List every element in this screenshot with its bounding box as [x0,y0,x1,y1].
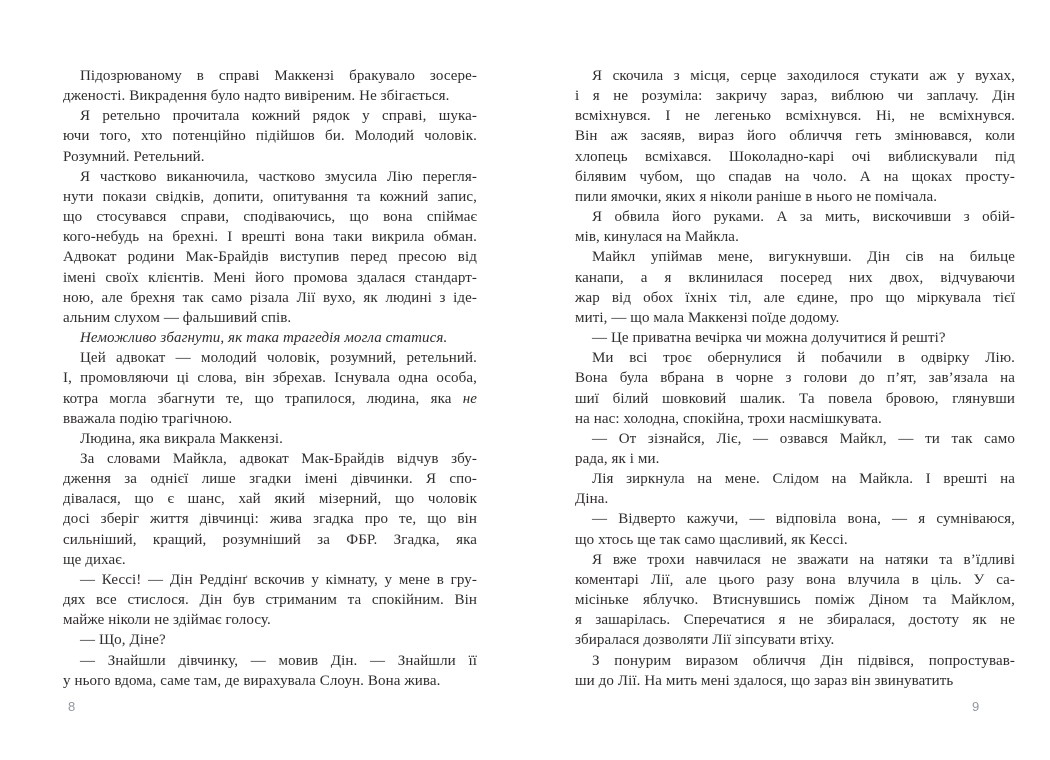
text-segment: — Що, Діне? [80,632,166,649]
text-line [575,509,1015,529]
text-segment: ючи того, хто потенційно підійшов би. Молодий чоловік. [63,128,477,145]
text-line [575,66,1015,86]
text-line [575,308,1015,328]
text-line [63,106,477,126]
text-line [575,126,1015,146]
text-line [63,147,477,167]
text-line [63,429,477,449]
text-line [575,651,1015,671]
text-segment: Він аж засяяв, вираз його обличчя геть змінювався, коли [575,128,1015,145]
text-line [575,348,1015,368]
text-line [575,86,1015,106]
text-line [63,630,477,650]
text-segment: я зашарілась. Сперечатися я не збиралася, достоту як не [575,612,1015,629]
text-segment: у нього вдома, саме там, де вирахувала Слоун. Вона жива. [63,672,441,689]
left-page-text [63,66,477,691]
text-segment: — Відверто кажучи, — відповіла вона, — я сумніваюся, [592,511,1015,528]
text-line [63,247,477,267]
text-segment: — Знайшли дівчинку, — мовив Дін. — Знайшли її [80,652,477,669]
text-segment: і я не розуміла: закричу зараз, виблюю чи заплачу. Дін [575,88,1015,105]
text-segment: Розумний. Ретельний. [63,148,205,165]
text-line [63,570,477,590]
text-segment: вважала подію трагічною. [63,410,233,427]
text-segment: Я скочила з місця, серце заходилося стукати аж у вухах, [592,68,1015,84]
text-line [63,368,477,388]
left-page-number: 8 [68,699,76,714]
text-segment: Ми всі троє обернулися й побачили в одвірку Лію. [592,350,1015,367]
text-segment: Діна. [575,491,609,508]
text-segment: Майкл упіймав мене, вигукнувши. Дін сів на бильце [592,249,1015,266]
text-segment: І, промовляючи ці слова, він збрехав. Існувала одна особа, [63,370,477,387]
text-line [575,227,1015,247]
text-segment: Я частково виканючила, частково змусила Лію перегля- [80,168,477,185]
text-line [575,449,1015,469]
text-segment: місіньке яблучко. Втиснувшись поміж Діном та Майклом, [575,592,1015,609]
text-segment: що хтось ще так само щасливий, як Кессі. [575,531,848,548]
text-line [575,187,1015,207]
text-line [63,167,477,187]
text-segment: кого-небудь на брехні. І врешті вона таки викрила обман. [63,229,477,246]
text-line [63,449,477,469]
text-segment: на нас: холодна, спокійна, трохи насмішкувата. [575,410,882,427]
text-line [63,651,477,671]
text-segment: ще дихає. [63,551,126,568]
text-line [63,590,477,610]
text-segment: За словами Майкла, адвокат Мак-Брайдів відчув збу- [80,450,477,467]
text-segment: Я обвила його руками. А за мить, вискочивши з обій- [592,209,1015,226]
text-segment: рада, як і ми. [575,450,660,467]
text-segment: Людина, яка викрала Маккензі. [80,430,284,447]
text-line [575,106,1015,126]
text-segment: — Кессі! — Дін Реддінґ вскочив у кімнату, у мене в гру- [80,571,477,588]
text-line [63,86,477,106]
text-segment: імені своїх клієнтів. Мені його промова здалася стандарт- [63,269,477,286]
text-segment: білявим чубом, що спадав на чоло. А на щоках просту- [575,168,1015,185]
text-line [575,389,1015,409]
text-line [63,409,477,429]
text-line [575,570,1015,590]
text-line [63,227,477,247]
text-segment: нути покази свідків, допити, опитування та кожний запис, [63,188,477,205]
text-line [575,550,1015,570]
right-page-text [575,66,1015,691]
text-segment: збиралася дозволяти Лії зіпсувати втіху. [575,632,835,649]
text-line [575,368,1015,388]
text-segment: Я ретельно прочитала кожний рядок у справі, шука- [80,108,477,125]
text-segment: ши до Лії. На мить мені здалося, що зараз він звинуватить [575,672,954,689]
text-segment: коментарі Лії, але цього разу вона влучила в ціль. У са- [575,571,1015,588]
text-line [63,187,477,207]
italic-text-segment: не [462,390,477,407]
text-segment: дження за однієї лише згадки імені дівчинки. Я спо- [63,471,477,488]
text-line [575,630,1015,650]
text-segment: шиї білий шовковий шалик. Та повела бровою, глянувши [575,390,1015,407]
text-segment: — Це приватна вечірка чи можна долучитися й решті? [592,330,946,347]
text-segment: Лія зиркнула на мене. Слідом на Майкла. І врешті на [592,471,1015,488]
text-line [575,429,1015,449]
text-line [63,126,477,146]
text-segment: пили ямочки, яких я ніколи раніше в нього не помічала. [575,188,938,205]
text-line [63,550,477,570]
text-segment: що стосувався справи, сподіваючись, що вона спіймає [63,209,477,226]
text-line [575,207,1015,227]
text-line [575,167,1015,187]
text-line [575,147,1015,167]
text-line [63,671,477,691]
text-segment: З понурим виразом обличчя Дін підвівся, попростував- [592,652,1015,669]
right-page-number: 9 [972,699,980,714]
text-line [575,610,1015,630]
text-segment: ною, але брехня так само різала Лії вухо, як людині з іде- [63,289,477,306]
text-segment: дженості. Викрадення було надто вивіреним. Не збігається. [63,88,450,105]
text-segment: Я вже трохи навчилася не зважати на натяки та в’їдливі [592,551,1015,568]
text-line [63,469,477,489]
text-line [575,247,1015,267]
text-segment: миті, — що мала Маккензі поїде додому. [575,309,840,326]
text-segment: хлопець всміхався. Шоколадно-карі очі виблискували під [575,148,1015,165]
text-segment: Неможливо збагнути, як така трагедія могла статися. [80,330,448,347]
text-line [63,308,477,328]
text-line [63,348,477,368]
text-line [575,489,1015,509]
text-line [63,530,477,550]
text-segment: Вона була вбрана в чорне з голови до п’ят, зав’язала на [575,370,1015,387]
text-line [575,288,1015,308]
text-segment: — От зізнайся, Ліє, — озвався Майкл, — ти так само [592,430,1015,447]
text-line [63,268,477,288]
text-line [63,288,477,308]
text-line [575,671,1015,691]
text-line [575,469,1015,489]
text-line [63,389,477,409]
text-segment: дівалася, що є шанс, хай який мізерний, що чоловік [63,491,477,508]
text-segment: Підозрюваному в справі Маккензі бракувало зосере- [80,68,477,84]
text-segment: майже ніколи не здіймає голосу. [63,612,271,629]
text-segment: досі зберіг життя дівчинці: жива згадка про те, що він [63,511,477,528]
text-line [575,268,1015,288]
text-line [63,509,477,529]
text-segment: жар від обох їхніх тіл, але єдине, про що міркувала тієї [575,289,1015,306]
text-segment: котра могла збагнути те, що трапилося, людина, яка [63,390,463,407]
text-line [63,489,477,509]
text-line [63,328,477,348]
text-segment: сильніший, кращий, розумніший за ФБР. Згадка, яка [63,531,477,548]
text-line [575,409,1015,429]
text-line [575,328,1015,348]
text-segment: альним слухом — фальшивий спів. [63,309,292,326]
text-line [575,590,1015,610]
text-line [575,530,1015,550]
text-segment: всміхнувся. І не легенько всміхнувся. Ні, не всміхнувся. [575,108,1015,125]
text-line [63,207,477,227]
text-segment: канапи, а я вклинилася посеред них двох, відчуваючи [575,269,1015,286]
text-segment: мів, кинулася на Майкла. [575,229,739,246]
text-segment: дях все стислося. Дін був стриманим та спокійним. Він [63,592,477,609]
text-line [63,610,477,630]
text-segment: Цей адвокат — молодий чоловік, розумний, ретельний. [80,350,477,367]
text-segment: Адвокат родини Мак-Брайдів виступив перед пресою від [63,249,477,266]
text-line [63,66,477,86]
